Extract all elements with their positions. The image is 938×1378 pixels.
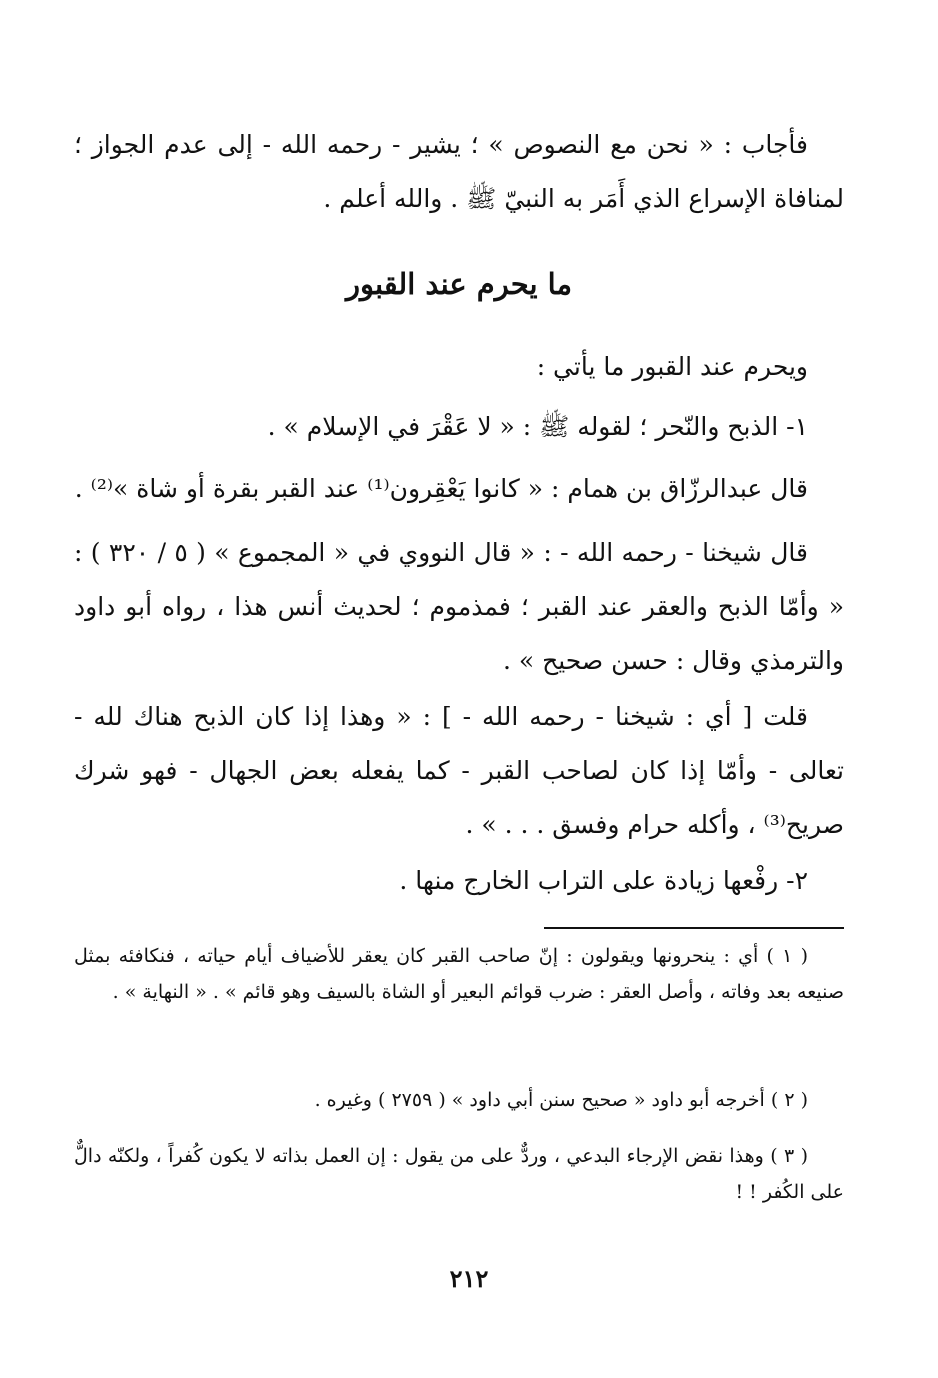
footnote-2: ( ٢ ) أخرجه أبو داود « صحيح سنن أبي داود » ( ٢٧٥٩ ) وغيره .	[314, 1089, 808, 1111]
nawawi-quote-paragraph: قال شيخنا - رحمه الله - : « قال النووي في « المجموع » ( ٥ / ٣٢٠ ) : « وأمّا الذبح والعقر عند القبر ؛ فمذموم ؛ لحديث أنس هذا ، رواه أبو داود والترمذي وقال : حسن صحيح » .	[74, 538, 844, 675]
section-title: ما يحرم عند القبور	[346, 267, 572, 301]
page-number: ٢١٢	[449, 1264, 489, 1293]
footnote-1: ( ١ ) أي : ينحرونها ويقولون : إنّ صاحب القبر كان يعقر للأضياف أيام حياته ، فنكافئه بمثل صنيعه بعد وفاته ، وأصل العقر : ضرب قوائم البعير أو الشاة بالسيف وهو قائم » . « النهاية » .	[74, 945, 844, 1003]
abdurrazzaq-quote: قال عبدالرزّاق بن همام : « كانوا يَعْقِرون⁽¹⁾ عند القبر بقرة أو شاة »⁽²⁾ .	[74, 474, 808, 503]
answer-paragraph: فأجاب : « نحن مع النصوص » ؛ يشير - رحمه الله - إلى عدم الجواز ؛ لمنافاة الإسراع الذي أَمَر به النبيّ ﷺ . والله أعلم .	[74, 130, 844, 213]
footnote-3: ( ٣ ) وهذا نقض الإرجاء البدعي ، وردٌّ على من يقول : إن العمل بذاته لا يكون كُفراً ، ولكنّه دالٌّ على الكُفر ! !	[74, 1145, 844, 1203]
intro-line: ويحرم عند القبور ما يأتي :	[536, 352, 808, 381]
footnote-divider	[544, 927, 844, 929]
list-item-2: ٢- رفْعها زيادة على التراب الخارج منها .	[399, 866, 808, 895]
qultu-paragraph: قلت [ أي : شيخنا - رحمه الله - ] : « وهذا إذا كان الذبح هناك لله - تعالى - وأمّا إذا كان لصاحب القبر - كما يفعله بعض الجهال - فهو شرك صريح⁽³⁾ ، وأكله حرام وفسق . . . » .	[74, 702, 844, 839]
list-item-1: ١- الذبح والنّحر ؛ لقوله ﷺ : « لا عَقْرَ في الإسلام » .	[267, 412, 808, 441]
